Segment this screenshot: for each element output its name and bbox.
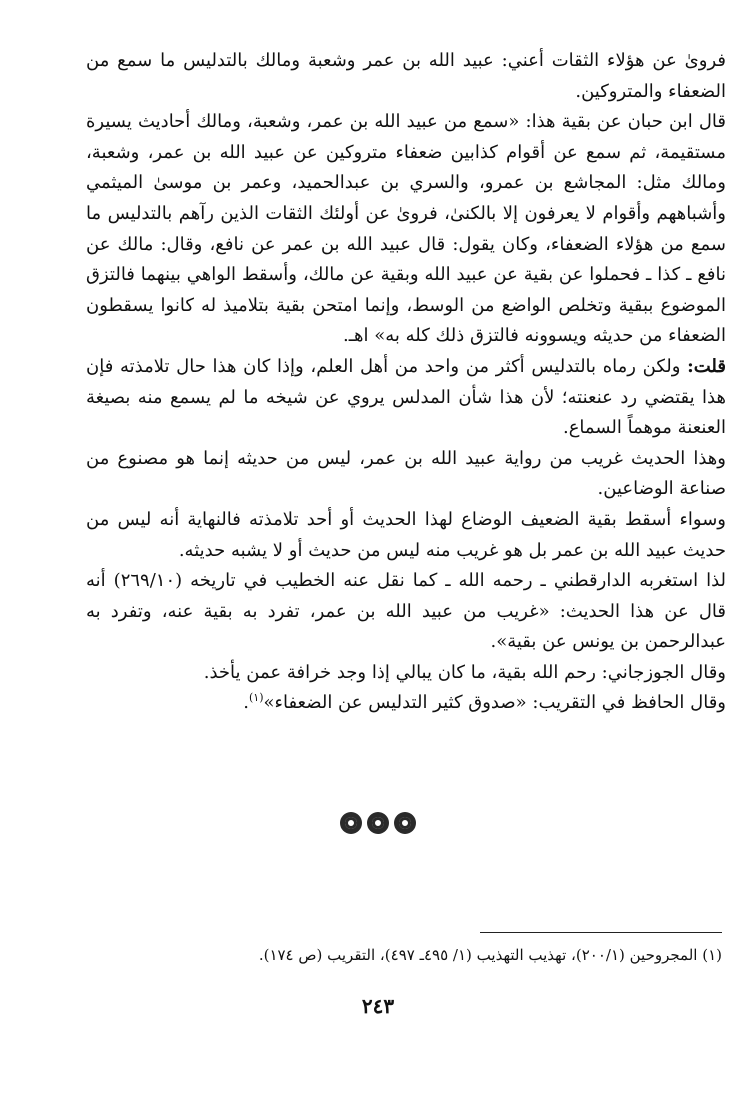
footnote-reference: (١) <box>248 691 264 705</box>
main-text <box>86 46 726 719</box>
ornament-icon <box>394 812 416 834</box>
qult-lead: قلت: <box>687 355 726 377</box>
paragraph-ibn-hibban-quote: قال ابن حبان عن بقية هذا: «سمع من عبيد الله بن عمر، وشعبة، ومالك أحاديث يسيرة مستقيمة، ثم سمع عن أقوام كذابين ضعفاء متروكين عن عبيد الله بن عمر، وشعبة، ومالك مثل: المجاشع بن عمرو، والسري بن عبدالحميد، وعمر بن موسىٰ الميثمي وأشباههم وأقوام لا يعرفون إلا بالكنىٰ، فروىٰ عن أولئك الثقات الذين رآهم بالتدليس ما سمع من هؤلاء الضعفاء، وكان يقول: قال عبيد الله بن عمر عن نافع، وقال: مالك عن نافع ـ كذا ـ فحملوا عن بقية عن عبيد الله وبقية عن مالك، وأسقط الواهي بينهما فالتزق الموضوع ببقية وتخلص الواضع من الوسط، وإنما امتحن بقية بتلاميذ له كانوا يسقطون الضعفاء من حديثه ويسوونه فالتزق ذلك كله به» اهـ. <box>86 111 726 347</box>
page-number: ٢٤٣ <box>361 994 395 1018</box>
paragraph-daraqutni: لذا استغربه الدارقطني ـ رحمه الله ـ كما نقل عنه الخطيب في تاريخه (٢٦٩/١٠) أنه قال عن هذا الحديث: «غريب من عبيد الله بن عمر، تفرد به بقية عنه، وتفرد به عبدالرحمن بن يونس عن بقية». <box>86 570 727 653</box>
footnote: (١) المجروحين (٢٠٠/١)، تهذيب التهذيب (١/ ٤٩٥ـ ٤٩٧)، التقريب (ص ١٧٤). <box>258 946 722 964</box>
paragraph-5: وسواء أسقط بقية الضعيف الوضاع لهذا الحديث أو أحد تلامذته فالنهاية أنه ليس من حديث عبيد الله بن عمر بل هو غريب منه ليس من حديث أو لا يشبه حديثه. <box>86 508 726 561</box>
paragraph-4: وهذا الحديث غريب من رواية عبيد الله بن عمر، ليس من حديثه إنما هو مصنوع من صناعة الوضاعين. <box>86 447 726 500</box>
qult-text: ولكن رماه بالتدليس أكثر من واحد من أهل العلم، وإذا كان هذا حال تلامذته فإن هذا يقتضي رد عنعنته؛ لأن هذا شأن المدلس يروي عن شيخه ما لم يسمع منه بصيغة العنعنة موهماً السماع. <box>86 355 726 439</box>
footnote-divider <box>480 932 722 933</box>
paragraph-1: فروىٰ عن هؤلاء الثقات أعني: عبيد الله بن عمر وشعبة ومالك بالتدليس ما سمع من الضعفاء والمتروكين. <box>86 50 726 102</box>
hafiz-text: وقال الحافظ في التقريب: «صدوق كثير التدليس عن الضعفاء» <box>263 692 726 714</box>
paragraph-hafiz <box>86 688 726 719</box>
section-ornament <box>340 812 416 836</box>
ornament-icon <box>367 812 389 834</box>
paragraph-jawzajani: وقال الجوزجاني: رحم الله بقية، ما كان يبالي إذا وجد خرافة عمن يأخذ. <box>203 661 726 683</box>
ornament-icon <box>340 812 362 834</box>
paragraph-qult <box>86 352 726 444</box>
hafiz-end: . <box>243 692 249 714</box>
